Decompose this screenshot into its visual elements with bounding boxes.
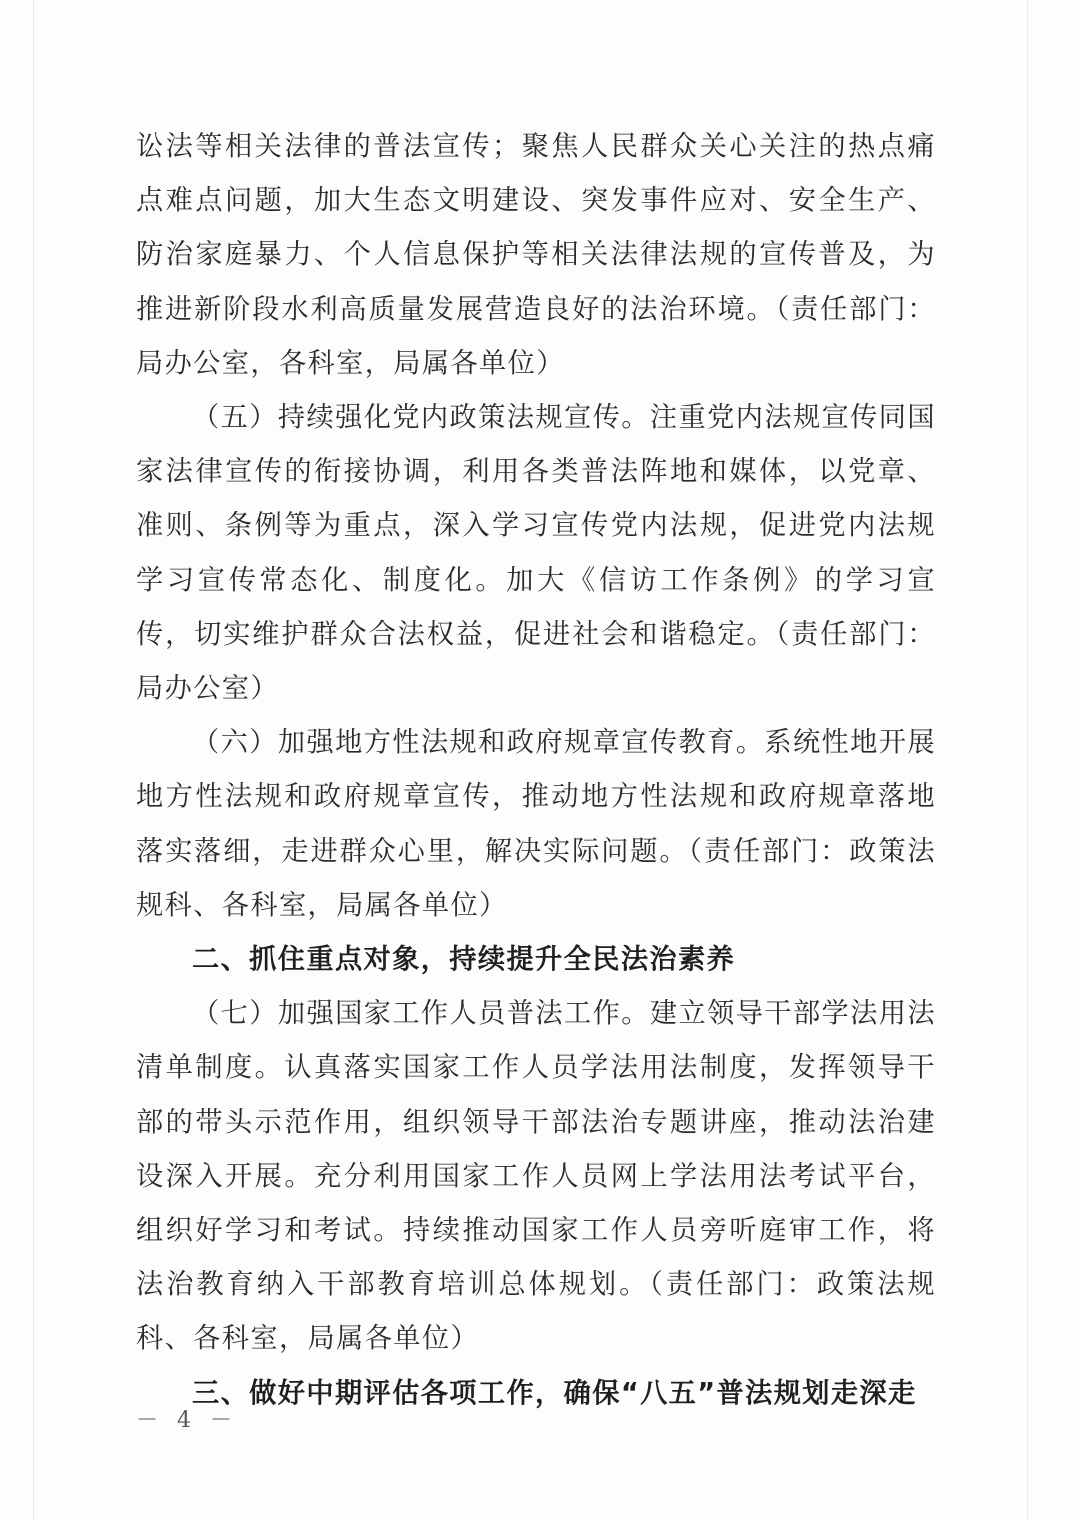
paragraph-section-5: （五）持续强化党内政策法规宣传。注重党内法规宣传同国家法律宣传的衔接协调，利用各类普法阵地和媒体，以党章、准则、条例等为重点，深入学习宣传党内法规，促进党内法规学习宣传常态化、制度化。加大《信访工作条例》的学习宣传，切实维护群众合法权益，促进社会和谐稳定。（责任部门：局办公室） — [136, 402, 936, 705]
paragraph-section-6: （六）加强地方性法规和政府规章宣传教育。系统性地开展地方性法规和政府规章宣传，推动地方性法规和政府规章落地落实落细，走进群众心里，解决实际问题。（责任部门：政策法规科、各科室，局属各单位） — [136, 727, 936, 921]
page-number: － 4 － — [136, 1408, 238, 1433]
heading-section-3: 三、做好中期评估各项工作，确保“八五”普法规划走深走 — [192, 1377, 917, 1409]
document-body — [136, 120, 936, 1421]
paragraph-section-7: （七）加强国家工作人员普法工作。建立领导干部学法用法清单制度。认真落实国家工作人员学法用法制度，发挥领导干部的带头示范作用，组织领导干部法治专题讲座，推动法治建设深入开展。充分利用国家工作人员网上学法用法考试平台，组织好学习和考试。持续推动国家工作人员旁听庭审工作，将法治教育纳入干部教育培训总体规划。（责任部门：政策法规科、各科室，局属各单位） — [136, 998, 936, 1355]
scan-edge-left — [33, 0, 34, 1520]
paragraph-law-publicity: 讼法等相关法律的普法宣传；聚焦人民群众关心关注的热点痛点难点问题，加大生态文明建设、突发事件应对、安全生产、防治家庭暴力、个人信息保护等相关法律法规的宣传普及，为推进新阶段水利高质量发展营造良好的法治环境。（责任部门：局办公室，各科室，局属各单位） — [136, 131, 936, 379]
heading-section-2: 二、抓住重点对象，持续提升全民法治素养 — [192, 944, 736, 976]
scan-edge-right — [1027, 0, 1028, 1520]
